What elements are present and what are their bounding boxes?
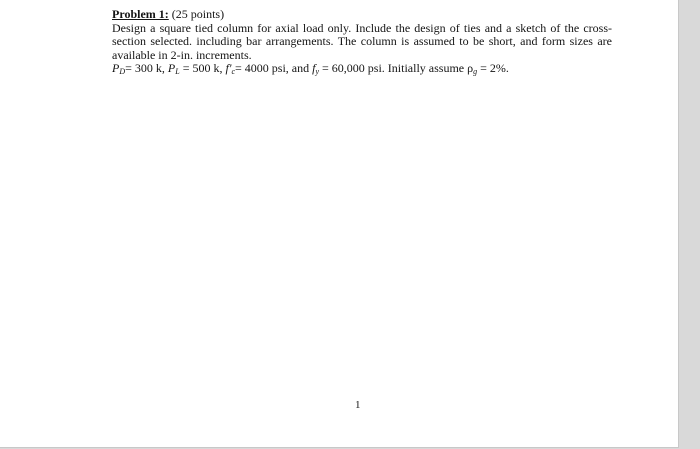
problem-points: (25 points): [168, 7, 225, 21]
pl-subscript: L: [175, 67, 180, 76]
rho-subscript: g: [473, 67, 478, 76]
rho-value: = 2%.: [477, 61, 509, 75]
rho-symbol: ρ: [467, 61, 474, 75]
pd-subscript: D: [119, 67, 126, 76]
fc-subscript: c: [231, 67, 236, 76]
pl-value: = 500 k,: [179, 61, 226, 75]
problem-label: Problem 1:: [112, 7, 169, 21]
fy-subscript: y: [315, 67, 320, 76]
problem-block: [112, 8, 612, 79]
fy-symbol: f: [312, 61, 316, 75]
page-number: 1: [355, 399, 361, 411]
fc-symbol: f′: [225, 61, 232, 75]
pl-symbol: P: [167, 61, 176, 75]
problem-heading: [112, 8, 612, 22]
pd-value: = 300 k,: [125, 61, 168, 75]
fc-value: = 4000 psi, and: [235, 61, 313, 75]
problem-statement: Design a square tied column for axial load only. Include the design of ties and a sketch of the cross-section selected. including bar arrangements. The column is assumed to be short, and form sizes are available in 2-in. increments.: [112, 20, 612, 62]
pd-symbol: P: [112, 61, 120, 75]
fy-value: = 60,000 psi. Initially assume: [319, 61, 468, 75]
given-values: [112, 62, 612, 79]
